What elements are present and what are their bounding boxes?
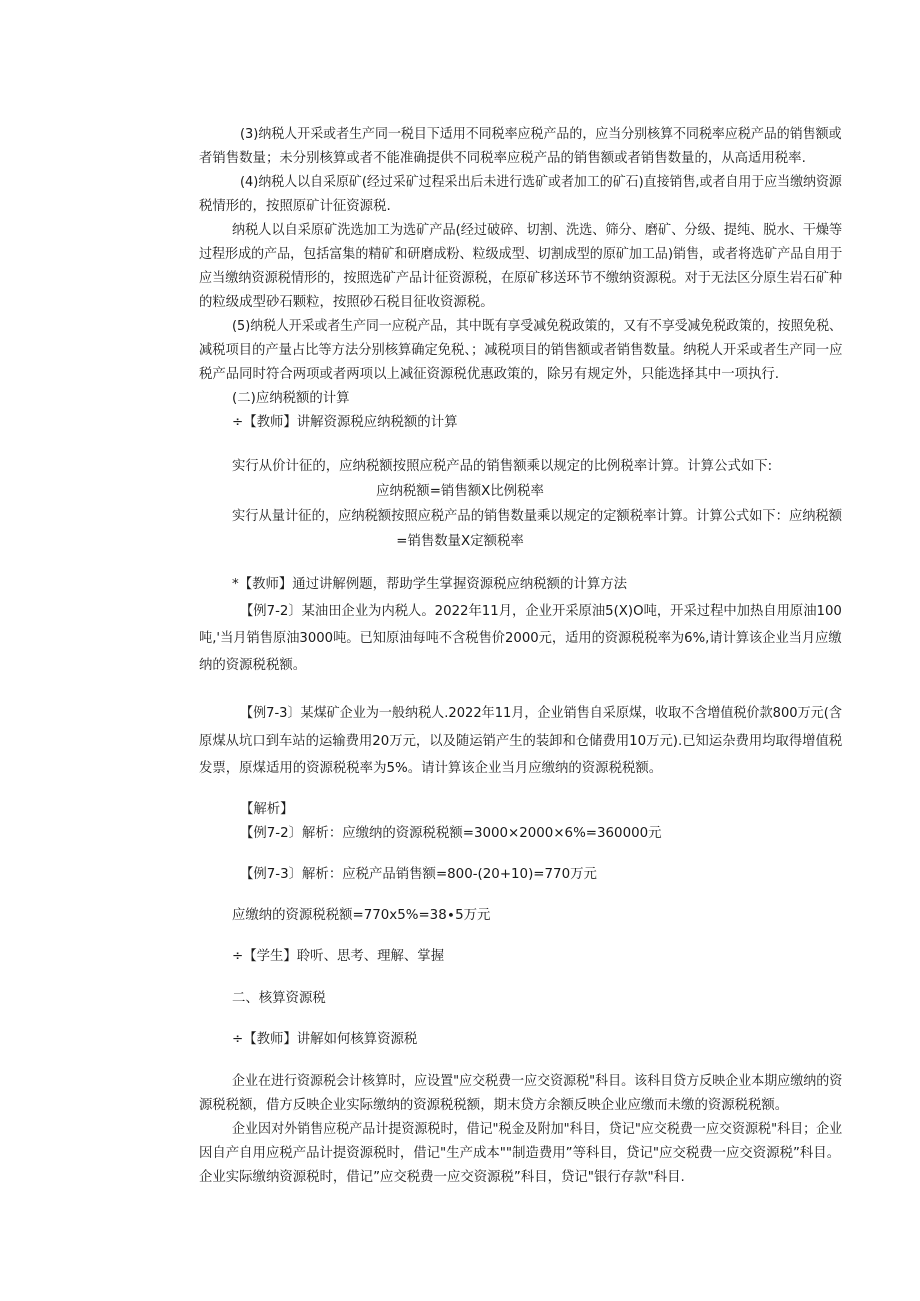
paragraph-processing-line-1: 纳税人以自采原矿洗选加工为选矿产品(经过破碎、切割、洗选、筛分、磨矿、分级、提纯、脱水、干燥等 — [232, 223, 843, 238]
specific-rate-text: 实行从量计征的，应纳税额按照应税产品的销售数量乘以规定的定额税率计算。计算公式如下：应纳税额 — [232, 509, 842, 524]
analysis-title: 【解析】 — [240, 802, 294, 817]
heading-tax-calculation: (二)应纳税额的计算 — [232, 391, 350, 406]
teacher-note-3: ÷【教师】讲解如何核算资源税 — [232, 1032, 418, 1047]
formula-specific-rate: =销售数量X定额税率 — [396, 534, 524, 549]
paragraph-3-line-1: (3)纳税人开采或者生产同一税目下适用不同税率应税产品的，应当分别核算不同税率应税产品的销售额或 — [240, 127, 842, 142]
example-7-2-line-2: 吨,'当月销售原油3000吨。已知原油每吨不含税售价2000元，适用的资源税税率为6%,请计算该企业当月应缴 — [199, 631, 842, 646]
ad-valorem-text: 实行从价计征的，应纳税额按照应税产品的销售额乘以规定的比例税率计算。计算公式如下: — [232, 459, 773, 474]
accounting-line-2: 源税税额，借方反映企业实际缴纳的资源税税额，期末贷方余额反映企业应缴而未缴的资源税税额。 — [199, 1098, 789, 1113]
accounting-line-4: 因自产自用应税产品计提资源税时，借记"生产成本""制造费用”等科目，贷记"应交税费一应交资源税”科目。 — [199, 1146, 841, 1161]
example-7-3-line-1: 【例7-3〕某煤矿企业为一般纳税人.2022年11月，企业销售自采原煤，收取不含增值税价款800万元(含 — [240, 706, 842, 721]
accounting-line-1: 企业在进行资源税会计核算时，应设置"应交税费一应交资源税"科目。该科目贷方反映企业本期应缴纳的资 — [232, 1074, 843, 1089]
paragraph-processing-line-4: 的粒级成型砂石颗粒，按照砂石税目征收资源税。 — [199, 295, 494, 310]
analysis-7-2: 【例7-2〕解析：应缴纳的资源税税额=3000×2000×6%=360000元 — [240, 826, 662, 841]
accounting-line-3: 企业因对外销售应税产品计提资源税时，借记"税金及附加"科目，贷记"应交税费一应交资源税"科目；企业 — [232, 1122, 843, 1137]
paragraph-3-line-2: 者销售数量；未分别核算或者不能准确提供不同税率应税产品的销售额或者销售数量的，从高适用税率. — [199, 151, 806, 166]
paragraph-4-line-1: (4)纳税人以自采原矿(经过采矿过程采出后未进行选矿或者加工的矿石)直接销售,或者自用于应当缴纳资源 — [240, 175, 842, 190]
example-7-3-line-2: 原煤从坑口到车站的运输费用20万元，以及随运销产生的装卸和仓储费用10万元).已知运杂费用均取得增值税 — [199, 734, 843, 749]
paragraph-processing-line-2: 过程形成的产品，包括富集的精矿和研磨成粉、粒级成型、切割成型的原矿加工品)销售，或者将选矿产品自用于 — [199, 247, 843, 262]
section-heading-2: 二、核算资源税 — [232, 991, 326, 1006]
formula-ad-valorem: 应纳税额=销售额X比例税率 — [376, 484, 544, 499]
accounting-line-5: 企业实际缴纳资源税时，借记”应交税费一应交资源税”科目，贷记"银行存款"科目. — [199, 1170, 685, 1185]
student-note: ÷【学生】聆听、思考、理解、掌握 — [232, 949, 445, 964]
teacher-note-2: *【教师】通过讲解例题，帮助学生掌握资源税应纳税额的计算方法 — [232, 577, 628, 592]
paragraph-5-line-3: 税产品同时符合两项或者两项以上减征资源税优惠政策的，除另有规定外，只能选择其中一项执行. — [199, 367, 780, 382]
paragraph-4-line-2: 税情形的，按照原矿计征资源税. — [199, 199, 391, 214]
paragraph-5-line-2: 减税项目的产量占比等方法分别核算确定免税、；减税项目的销售额或者销售数量。纳税人开采或者生产同一应 — [199, 343, 843, 358]
paragraph-processing-line-3: 应当缴纳资源税情形的，按照选矿产品计征资源税，在原矿移送环节不缴纳资源税。对于无法区分原生岩石矿种 — [199, 271, 843, 286]
teacher-note-1: ÷【教师】讲解资源税应纳税额的计算 — [232, 415, 458, 430]
example-7-3-line-3: 发票，原煤适用的资源税税率为5%。请计算该企业当月应缴纳的资源税税额。 — [199, 761, 663, 776]
analysis-7-3: 【例7-3〕解析：应税产品销售额=800-(20+10)=770万元 — [240, 867, 597, 882]
example-7-2-line-3: 纳的资源税税额。 — [199, 658, 307, 673]
example-7-2-line-1: 【例7-2〕某油田企业为内税人。2022年11月，企业开采原油5(X)O吨，开采过程中加热自用原油100 — [240, 604, 842, 619]
paragraph-5-line-1: (5)纳税人开采或者生产同一应税产品，其中既有享受减免税政策的，又有不享受减免税政策的，按照免税、 — [232, 319, 842, 334]
analysis-7-3-result: 应缴纳的资源税税额=770x5%=38∙5万元 — [232, 908, 491, 923]
